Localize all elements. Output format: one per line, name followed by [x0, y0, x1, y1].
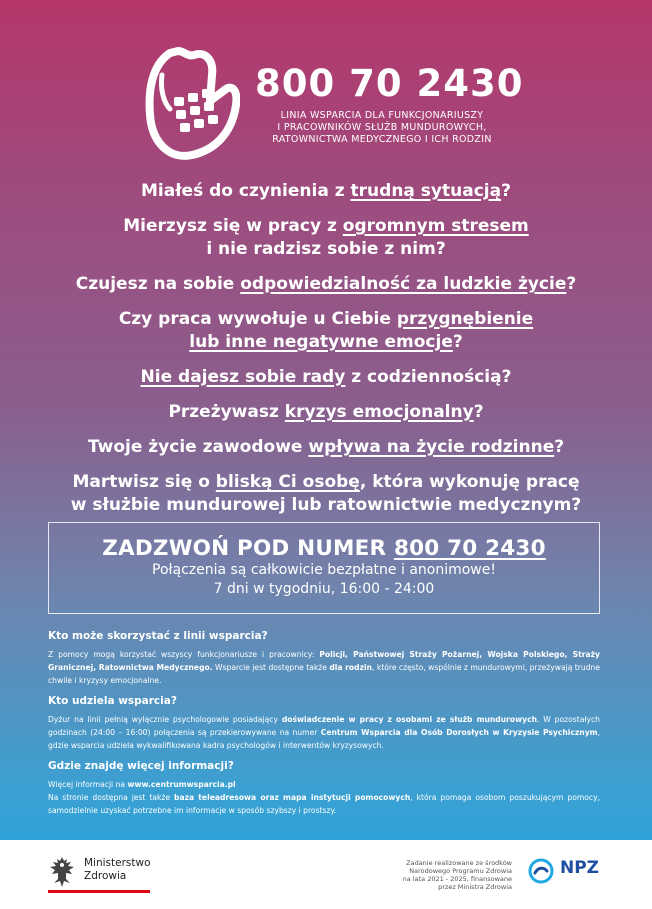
- question: Miałeś do czynienia z trudną sytuacją?: [141, 181, 511, 201]
- question: Czujesz na sobie odpowiedzialność za ludzkie życie?: [75, 274, 577, 294]
- info-heading: Kto udziela wsparcia?: [48, 695, 177, 707]
- hotline-subtitle-line: LINIA WSPARCIA DLA FUNKCJONARIUSZY: [280, 110, 484, 121]
- info-heading: Kto może skorzystać z linii wsparcia?: [48, 630, 268, 642]
- npz-label: NPZ: [560, 858, 600, 878]
- call-title: ZADZWOŃ POD NUMER 800 70 2430: [102, 536, 546, 561]
- hotline-subtitle: [262, 110, 502, 146]
- call-hours: 7 dni w tygodniu, 16:00 - 24:00: [213, 581, 435, 597]
- call-number[interactable]: 800 70 2430: [393, 536, 546, 561]
- info-paragraph: Dyżur na linii pełnią wyłącznie psychologowie posiadający doświadczenie w pracy z osobami ze służb mundurowych. W pozostałych godzinach (24:00 – 16:00) połączenia są przekierowywane na numer Centrum Wsparcia dla Osób Dorosłych w Kryzysie Psychicznym, gdzie wsparcia udziela wykwalifikowana kadra psychologów i interwentów kryzysowych.: [48, 715, 600, 750]
- info-section: [48, 630, 600, 817]
- question: w służbie mundurowej lub ratownictwie medycznym?: [70, 495, 582, 515]
- info-heading: Gdzie znajdę więcej informacji?: [48, 760, 234, 772]
- call-info-line: Połączenia są całkowicie bezpłatne i anonimowe!: [152, 562, 496, 578]
- question: lub inne negatywne emocje?: [189, 332, 463, 352]
- ministry-name: Ministerstwo Zdrowia: [84, 857, 151, 882]
- question: Twoje życie zawodowe wpływa na życie rodzinne?: [87, 437, 565, 457]
- questions-list: [0, 180, 652, 529]
- question: i nie radzisz sobie z nim?: [206, 239, 446, 259]
- info-paragraph: Więcej informacji na www.centrumwsparcia.pl Na stronie dostępna jest także baza teleadresowa oraz mapa instytucji pomocowych, która pomaga osobom poszukującym pomocy, samodzielnie uzyskać potrzebne im informacje w sposób szybszy i prostszy.: [48, 780, 600, 815]
- question: Nie dajesz sobie rady z codziennością?: [140, 367, 512, 387]
- website-link[interactable]: www.centrumwsparcia.pl: [127, 780, 236, 789]
- phone-hand-icon: [140, 45, 240, 165]
- hotline-subtitle-line: I PRACOWNIKÓW SŁUŻB MUNDUROWYCH,: [277, 122, 487, 133]
- info-paragraph: Z pomocy mogą korzystać wszyscy funkcjonariusze i pracownicy: Policji, Państwowej Straży Pożarnej, Wojska Polskiego, Straży Granicznej, Ratownictwa Medycznego. Wsparcie jest dostępne także dla rodzin, które często, wspólnie z mundurowymi, przeżywają trudne chwile i kryzysy emocjonalne.: [48, 650, 600, 685]
- hotline-number[interactable]: 800 70 2430: [255, 62, 524, 105]
- ministry-red-line: [48, 890, 150, 893]
- question: Przeżywasz kryzys emocjonalny?: [168, 402, 484, 422]
- question: Czy praca wywołuje u Ciebie przygnębienie: [118, 309, 534, 329]
- call-box: [48, 522, 600, 614]
- question: Martwisz się o bliską Ci osobę, która wykonuję pracę: [72, 472, 580, 492]
- hotline-subtitle-line: RATOWNICTWA MEDYCZNEGO I ICH RODZIN: [272, 134, 492, 145]
- polish-eagle-icon: [48, 855, 76, 889]
- footer: [0, 840, 652, 909]
- funding-note: Zadanie realizowane ze środków Narodowego Programu Zdrowia na lata 2021 - 2025, finansowane przez Ministra Zdrowia: [402, 859, 512, 891]
- npz-logo-icon: [528, 858, 554, 884]
- question: Mierzysz się w pracy z ogromnym stresem: [123, 216, 529, 236]
